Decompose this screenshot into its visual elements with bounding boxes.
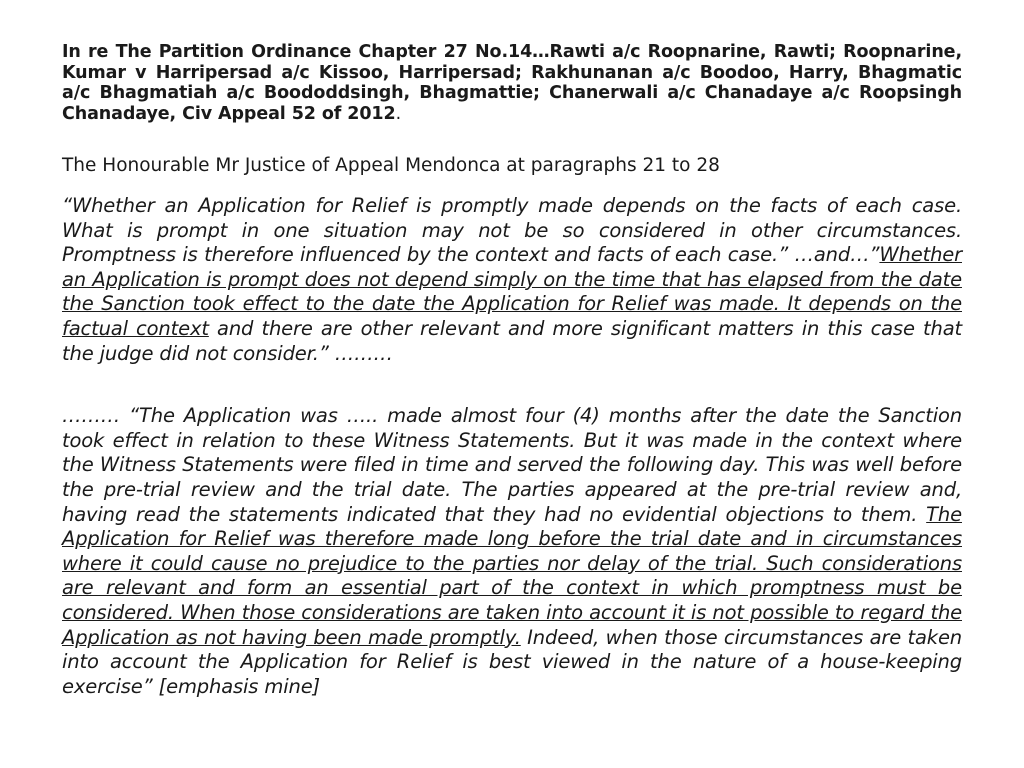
quote-paragraph-1 [62, 194, 962, 366]
case-citation [62, 42, 962, 124]
quote-1-text-b: and there are other relevant and more significant matters in this case that the judge did not consider.” ……… [62, 316, 962, 365]
quote-2-text-b: Indeed, when those circumstances are taken into account the Application for Relief is best viewed in the nature of a house-keeping exercise” [emphasis mine] [62, 625, 963, 698]
quote-1-text-a: “Whether an Application for Relief is promptly made depends on the facts of each case. What is prompt in one situation may not be so considered in other circumstances. Promptness is therefore influenced by the context and facts of each case.” …and…” [62, 194, 962, 267]
judge-attribution: The Honourable Mr Justice of Appeal Mendonca at paragraphs 21 to 28 [62, 155, 720, 176]
quote-1-emphasis: Whether an Application is prompt does not depend simply on the time that has elapsed from the date the Sanction took effect to the date the Application for Relief was made. It depends on the factual context [62, 243, 962, 340]
quote-2-emphasis: The Application for Relief was therefore made long before the trial date and in circumstances where it could cause no prejudice to the parties nor delay of the trial. Such considerations are relevant and form an essential part of the context in which promptness must be considered. When those considerations are taken into account it is not possible to regard the Application as not having been made promptly. [62, 502, 962, 649]
case-citation-text: In re The Partition Ordinance Chapter 27 No.14…Rawti a/c Roopnarine, Rawti; Roopnarine, Kumar v Harripersad a/c Kissoo, Harripersad; Rakhunanan a/c Boodoo, Harry, Bhagmatic a/c Bhagmatiah a/c Boododdsingh, Bhagmattie; Chanerwali a/c Chanadaye a/c Roopsingh Chanadaye, Civ Appeal 52 of 2012 [62, 42, 962, 124]
case-citation-period: . [395, 103, 402, 124]
slide-content [62, 42, 962, 699]
quote-paragraph-2 [62, 404, 962, 699]
quote-2-text-a: ……… “The Application was ….. made almost four (4) months after the date the Sanction took effect in relation to these Witness Statements. But it was made in the context where the Witness Statements were filed in time and served the following day. This was well before the pre-trial review and the trial date. The parties appeared at the pre-trial review and, having read the statements indicated that they had no evidential objections to them. [62, 404, 962, 526]
